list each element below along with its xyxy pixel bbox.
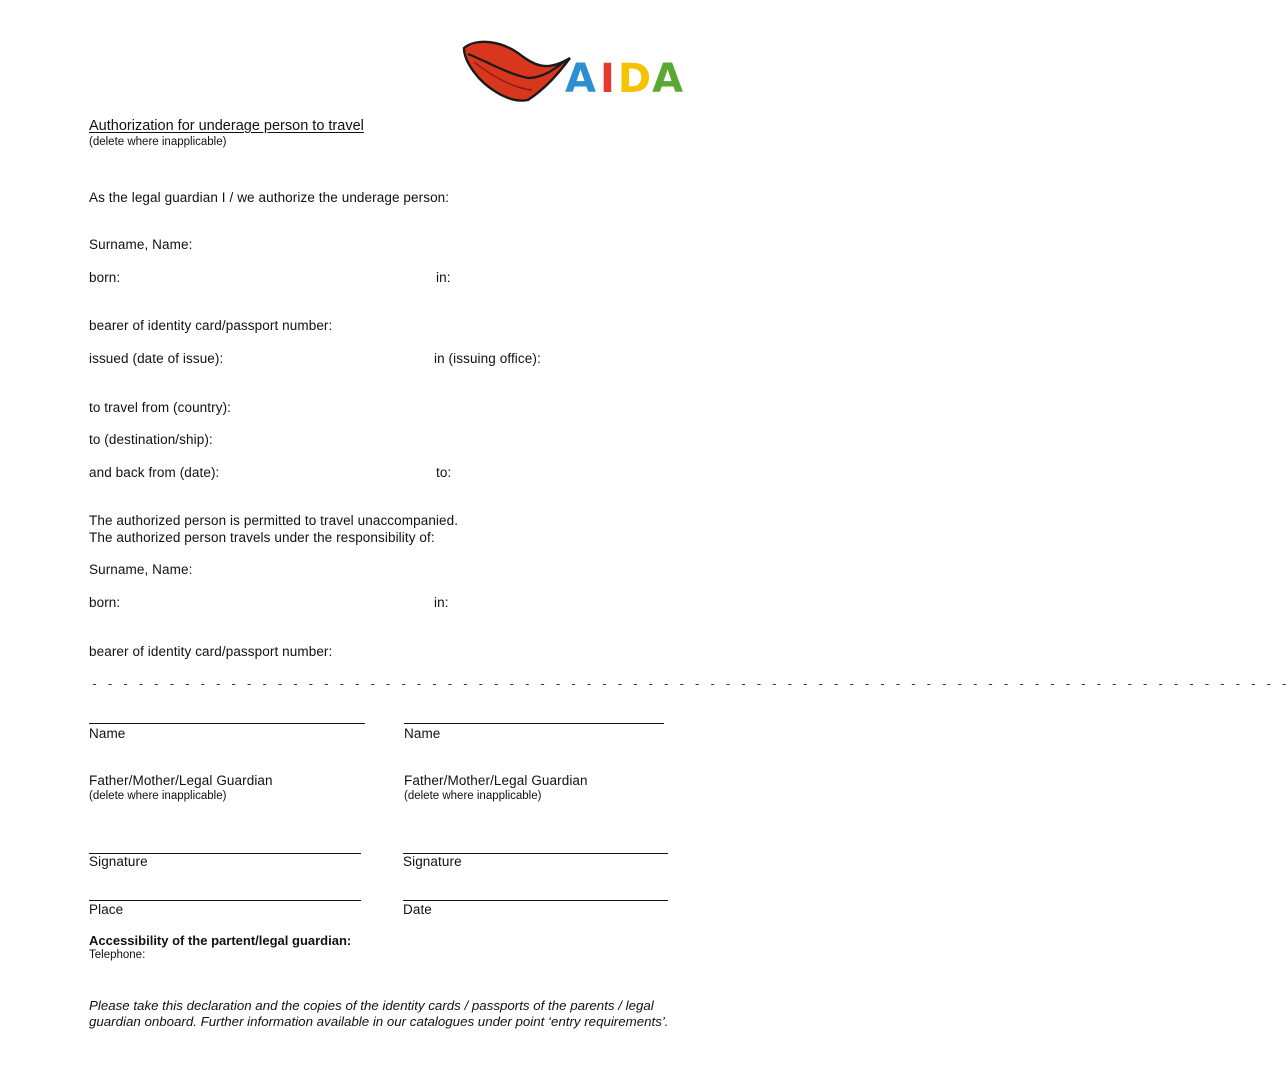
logo-letter-a2: A — [652, 56, 684, 102]
title-note: (delete where inapplicable) — [89, 136, 227, 148]
minor-born-label: born: — [89, 270, 121, 285]
place-label: Place — [89, 902, 124, 917]
telephone-label: Telephone: — [89, 949, 146, 961]
role-label-right: Father/Mother/Legal Guardian — [404, 773, 588, 788]
minor-birthplace-label: in: — [436, 270, 451, 285]
place-line — [89, 900, 361, 901]
aida-logo — [462, 40, 684, 106]
intro-text: As the legal guardian I / we authorize the underage person: — [89, 190, 450, 205]
logo-letter-a1: A — [565, 56, 596, 102]
minor-issued-label: issued (date of issue): — [89, 351, 224, 366]
name-line-left — [89, 723, 365, 724]
companion-born-label: born: — [89, 595, 121, 610]
logo-letter-i: I — [599, 56, 615, 102]
signature-label-left: Signature — [89, 854, 148, 869]
companion-birthplace-label: in: — [434, 595, 449, 610]
name-line-right — [404, 723, 664, 724]
name-label-left: Name — [89, 726, 126, 741]
travel-from-label: to travel from (country): — [89, 400, 232, 415]
date-label: Date — [403, 902, 432, 917]
date-line — [403, 900, 668, 901]
responsibility-text: The authorized person travels under the responsibility of: — [89, 530, 435, 545]
back-to-label: to: — [436, 465, 452, 480]
destination-label: to (destination/ship): — [89, 432, 213, 447]
unaccompanied-text: The authorized person is permitted to travel unaccompanied. — [89, 513, 459, 528]
dashed-divider: - - - - - - - - - - - - - - - - - - - - - - - - - - - - - - - - - - - - - - - - - - - - - - - - - - - - - - - - - - - - - - - - - - - - - - - - - - - - - - — [91, 677, 1288, 691]
companion-surname-label: Surname, Name: — [89, 562, 193, 577]
footer-note: Please take this declaration and the copies of the identity cards / passports of the parents / legal guardian onboard. Further information available in our catalogues under point ‘entry requirements’. — [89, 998, 669, 1029]
lips-icon — [462, 40, 574, 104]
page-title: Authorization for underage person to travel — [89, 118, 364, 134]
minor-issuing-office-label: in (issuing office): — [434, 351, 541, 366]
signature-label-right: Signature — [403, 854, 462, 869]
accessibility-heading: Accessibility of the partent/legal guardian: — [89, 933, 352, 948]
role-note-right: (delete where inapplicable) — [404, 790, 542, 802]
minor-passport-label: bearer of identity card/passport number: — [89, 318, 333, 333]
logo-letter-d: D — [617, 56, 652, 102]
name-label-right: Name — [404, 726, 441, 741]
role-label-left: Father/Mother/Legal Guardian — [89, 773, 273, 788]
minor-surname-label: Surname, Name: — [89, 237, 193, 252]
role-note-left: (delete where inapplicable) — [89, 790, 227, 802]
back-from-label: and back from (date): — [89, 465, 220, 480]
companion-passport-label: bearer of identity card/passport number: — [89, 644, 333, 659]
